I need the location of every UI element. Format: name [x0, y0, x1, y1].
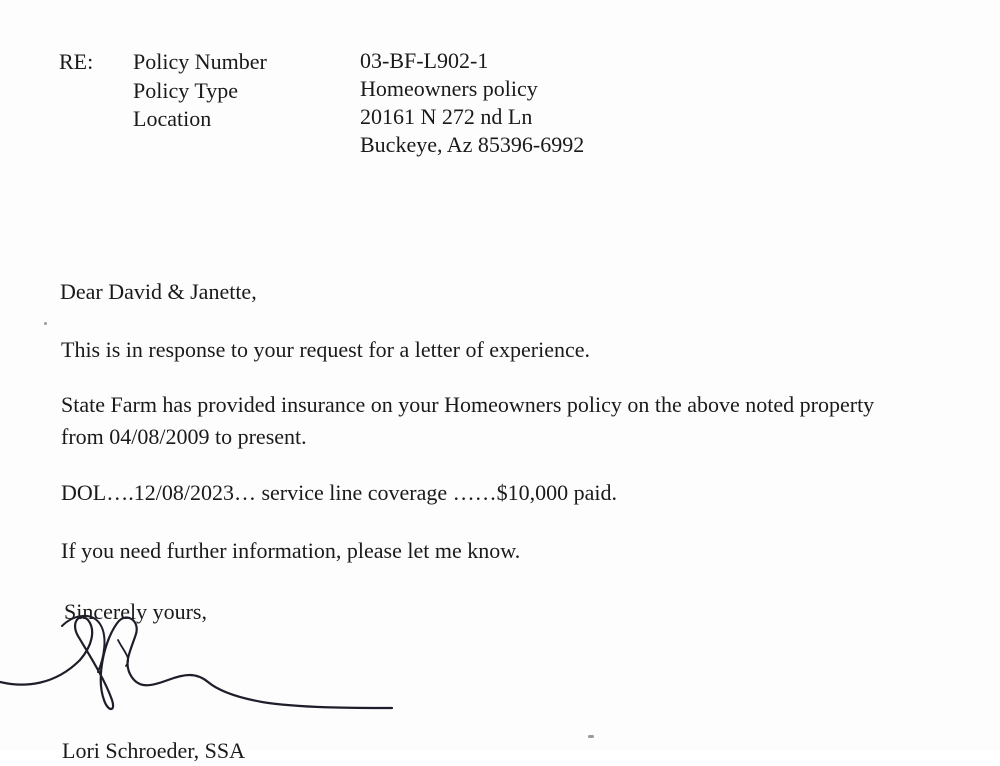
- closing: Sincerely yours,: [64, 599, 207, 624]
- policy-number-value: 03-BF-L902-1: [360, 48, 489, 73]
- signer-name: Lori Schroeder, SSA: [62, 738, 246, 763]
- policy-type-label: Policy Type: [133, 78, 238, 103]
- paragraph-coverage-line1: State Farm has provided insurance on your Homeowners policy on the above noted property: [61, 392, 875, 417]
- scan-speck: [44, 322, 47, 325]
- handwritten-signature: [0, 600, 420, 730]
- paragraph-request: This is in response to your request for a letter of experience.: [61, 337, 591, 362]
- policy-number-label: Policy Number: [133, 49, 267, 74]
- paragraph-coverage-line2: from 04/08/2009 to present.: [61, 424, 307, 449]
- paragraph-loss-detail: DOL….12/08/2023… service line coverage ……$10,000 paid.: [61, 480, 617, 505]
- re-label: RE:: [59, 49, 94, 74]
- re-block: [0, 44, 1000, 164]
- scan-speck: [588, 735, 594, 738]
- location-line2: Buckeye, Az 85396-6992: [360, 132, 585, 157]
- paragraph-further-info: If you need further information, please let me know.: [61, 538, 521, 563]
- salutation: Dear David & Janette,: [60, 279, 257, 304]
- location-line1: 20161 N 272 nd Ln: [360, 104, 533, 129]
- policy-type-value: Homeowners policy: [360, 76, 538, 101]
- location-label: Location: [133, 106, 212, 131]
